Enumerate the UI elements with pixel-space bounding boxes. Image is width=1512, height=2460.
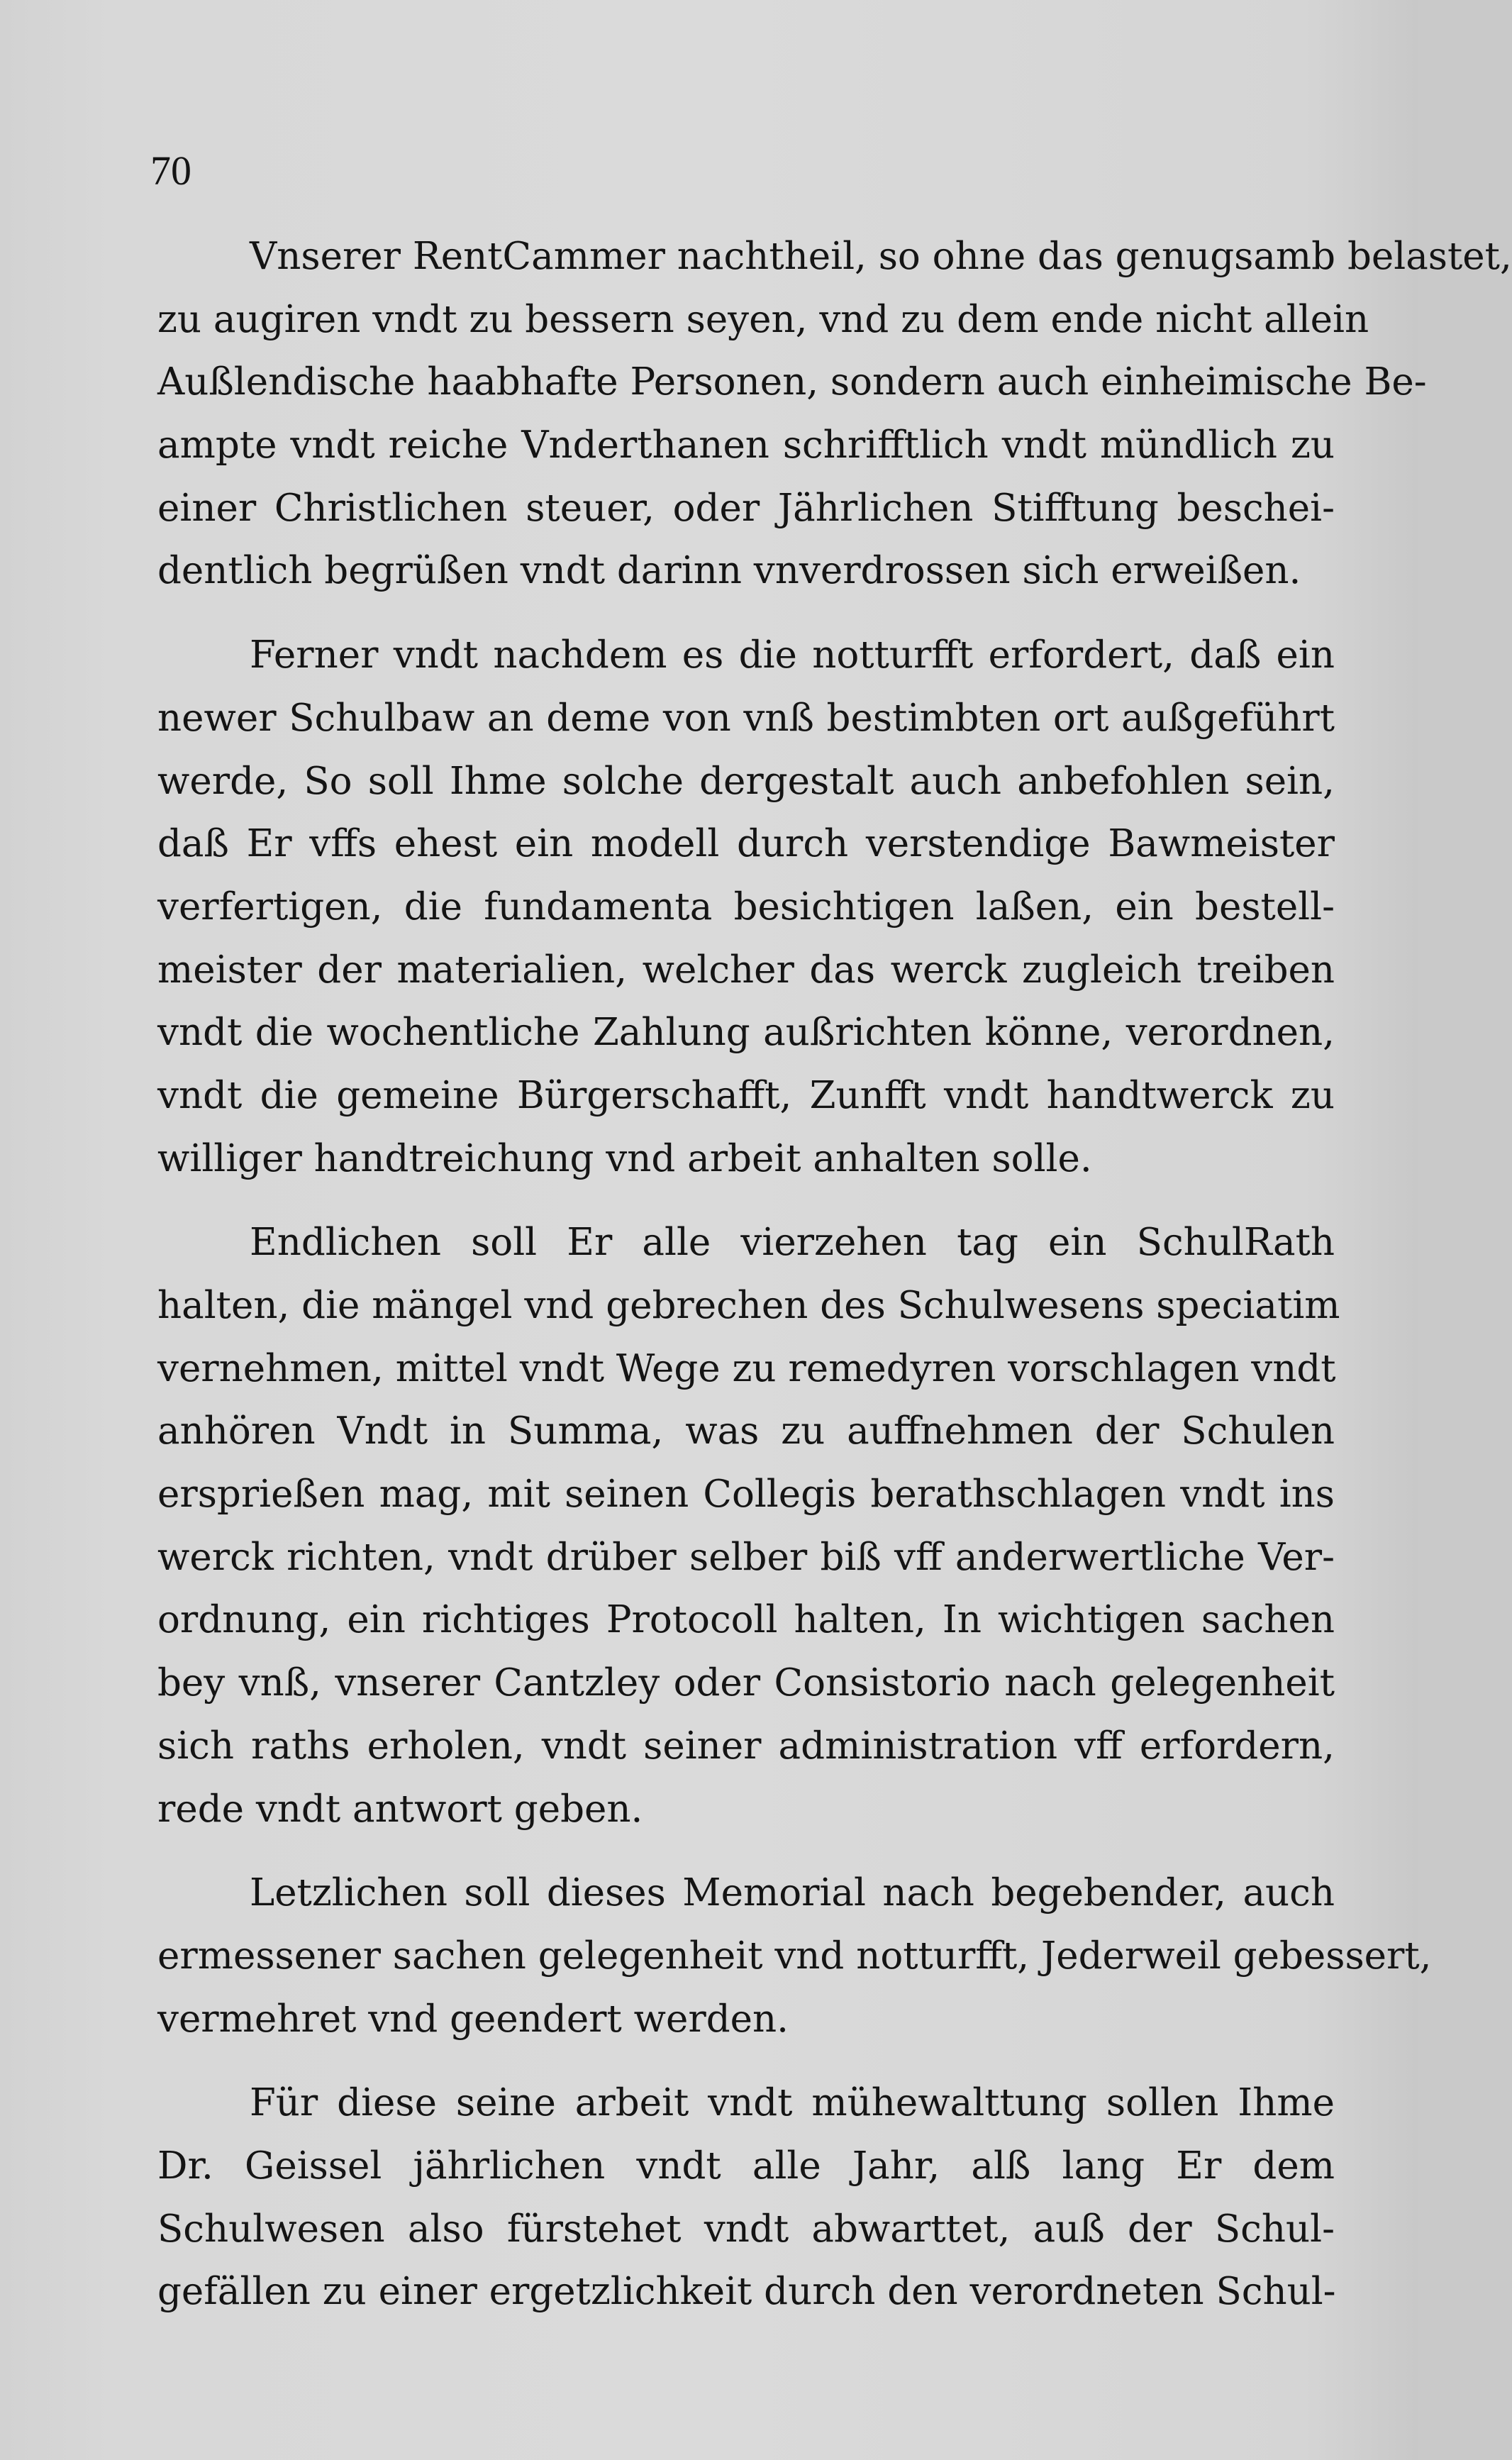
text-line: bey vnß, vnserer Cantzley oder Consistorio nach gelegenheit — [157, 1661, 1335, 1705]
paragraph-gap — [157, 1190, 1335, 1212]
text-line: ersprießen mag, mit seinen Collegis berathschlagen vndt ins — [157, 1473, 1335, 1517]
text-line: zu augiren vndt zu bessern seyen, vnd zu dem ende nicht allein — [157, 297, 1369, 341]
text-line: ordnung, ein richtiges Protocoll halten, In wichtigen sachen — [157, 1598, 1335, 1642]
text-line: vndt die gemeine Bürgerschafft, Zunfft vndt handtwerck zu — [157, 1073, 1335, 1117]
page-number: 70 — [150, 148, 191, 194]
text-line: vermehret vnd geendert werden. — [157, 1997, 789, 2041]
text-line: dentlich begrüßen vndt darinn vnverdrossen sich erweißen. — [157, 549, 1301, 593]
text-line: daß Er vffs ehest ein modell durch verstendige Bawmeister — [157, 822, 1335, 866]
text-line: vndt die wochentliche Zahlung außrichten könne, verordnen, — [157, 1011, 1335, 1055]
text-line: williger handtreichung vnd arbeit anhalten solle. — [157, 1136, 1092, 1180]
text-line: rede vndt antwort geben. — [157, 1787, 643, 1831]
text-line: Dr. Geissel jährlichen vndt alle Jahr, alß lang Er dem — [157, 2144, 1335, 2188]
body-text — [157, 226, 1512, 2324]
paragraph-gap — [157, 603, 1335, 624]
text-line: einer Christlichen steuer, oder Jährlichen Stifftung beschei- — [157, 486, 1335, 530]
text-line: anhören Vndt in Summa, was zu auffnehmen der Schulen — [157, 1409, 1335, 1453]
text-line: verfertigen, die fundamenta besichtigen laßen, ein bestell- — [157, 885, 1335, 929]
text-line: Schulwesen also fürstehet vndt abwarttet, auß der Schul- — [157, 2207, 1335, 2251]
text-line: halten, die mängel vnd gebrechen des Schulwesens speciatim — [157, 1284, 1340, 1327]
text-line: Außlendische haabhafte Personen, sondern auch einheimische Be- — [157, 360, 1427, 404]
text-line: ampte vndt reiche Vnderthanen schrifftlich vndt mündlich zu — [157, 423, 1335, 467]
paragraph-gap — [157, 2051, 1335, 2072]
text-line: gefällen zu einer ergetzlichkeit durch den verordneten Schul- — [157, 2270, 1336, 2314]
text-line: sich raths erholen, vndt seiner administration vff erfordern, — [157, 1724, 1335, 1768]
text-line: werck richten, vndt drüber selber biß vff anderwertliche Ver- — [157, 1535, 1335, 1579]
text-line: Ferner vndt nachdem es die notturfft erfordert, daß ein — [250, 633, 1335, 677]
text-line: Letzlichen soll dieses Memorial nach begebender, auch — [250, 1871, 1335, 1915]
paragraph-gap — [157, 1841, 1335, 1862]
text-line: werde, So soll Ihme solche dergestalt auch anbefohlen sein, — [157, 759, 1335, 803]
text-line: Endlichen soll Er alle vierzehen tag ein SchulRath — [250, 1221, 1335, 1265]
text-line: Für diese seine arbeit vndt mühewalttung sollen Ihme — [250, 2081, 1335, 2125]
text-line: meister der materialien, welcher das werck zugleich treiben — [157, 948, 1335, 992]
text-line: Vnserer RentCammer nachtheil, so ohne das genugsamb belastet, — [250, 235, 1512, 278]
text-line: newer Schulbaw an deme von vnß bestimbten ort außgeführt — [157, 696, 1335, 740]
text-line: ermessener sachen gelegenheit vnd notturfft, Jederweil gebessert, — [157, 1934, 1432, 1978]
text-line: vernehmen, mittel vndt Wege zu remedyren vorschlagen vndt — [157, 1346, 1336, 1390]
